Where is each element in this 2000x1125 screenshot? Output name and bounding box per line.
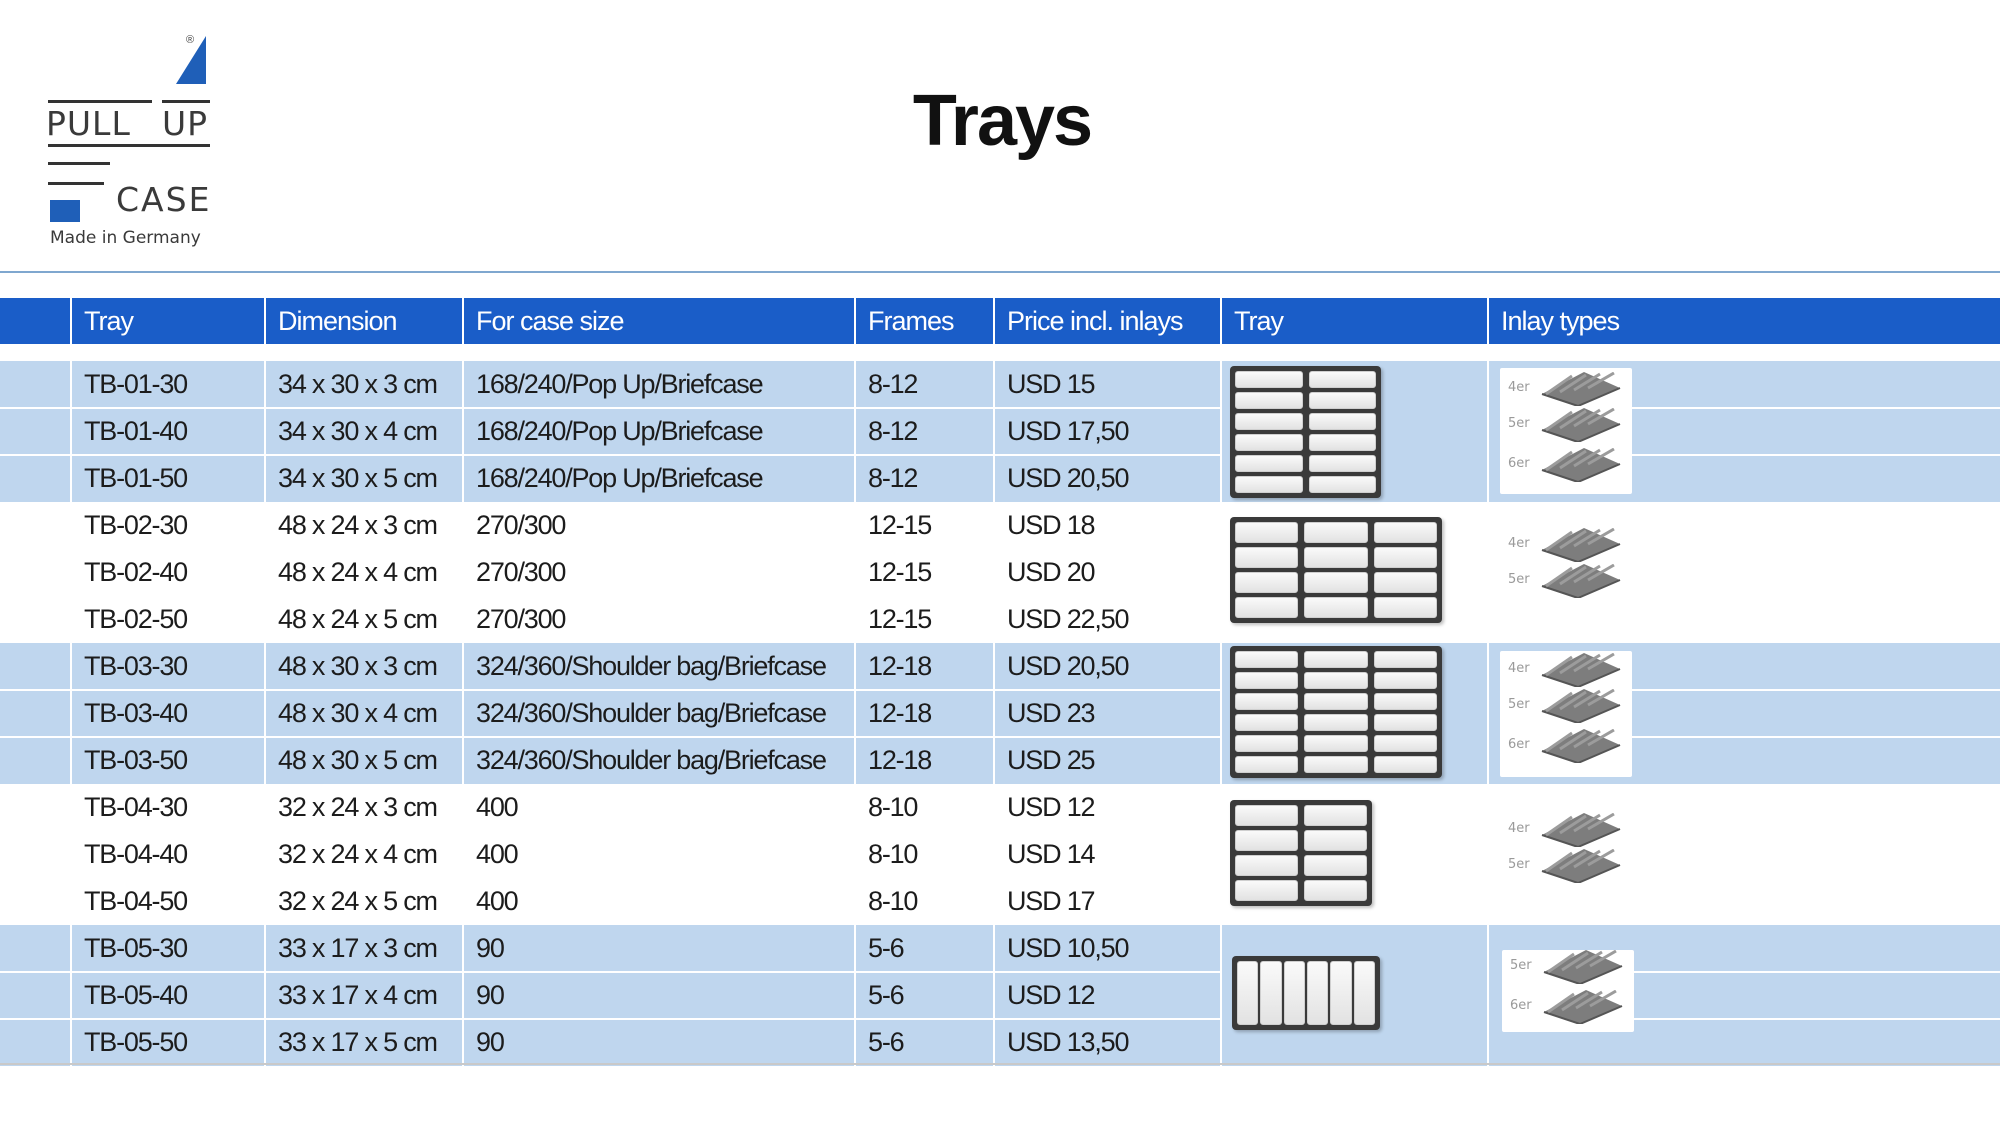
header-cell-tray: Tray [70, 298, 264, 344]
inlay-shape-icon [1540, 990, 1624, 1024]
cell-frames: 8-10 [854, 831, 993, 878]
cell-case-size: 400 [462, 878, 854, 925]
cell-empty [0, 502, 70, 549]
cell-empty [0, 549, 70, 596]
table-row [0, 549, 2000, 596]
inlay-shape-icon [1538, 408, 1622, 442]
row-separator [1632, 689, 2000, 691]
cell-frames: 12-18 [854, 737, 993, 784]
page-title-text: Trays [912, 81, 1092, 161]
row-separator [1632, 1018, 2000, 1020]
cell-case-size: 400 [462, 784, 854, 831]
inlay-label: 6er [1508, 456, 1530, 471]
cell-dimension: 33 x 17 x 5 cm [264, 1019, 462, 1066]
logo-text-pull: PULL [46, 104, 131, 143]
cell-dimension: 33 x 17 x 3 cm [264, 925, 462, 972]
cell-empty [0, 878, 70, 925]
inlay-shape-icon [1538, 813, 1622, 847]
table-row [0, 502, 2000, 549]
inlay-label: 5er [1508, 416, 1530, 431]
inlay-image-g5 [1502, 950, 1634, 1032]
cell-empty [0, 831, 70, 878]
cell-case-size: 90 [462, 925, 854, 972]
inlay-shape-icon [1538, 528, 1622, 562]
cell-dimension: 48 x 24 x 5 cm [264, 596, 462, 643]
cell-frames: 8-12 [854, 455, 993, 502]
header-cell-case-size: For case size [462, 298, 854, 344]
cell-frames: 8-12 [854, 361, 993, 408]
logo-line [48, 182, 104, 185]
cell-empty [0, 596, 70, 643]
tray-image-tb05 [1232, 956, 1380, 1030]
inlay-shape-icon [1538, 564, 1622, 598]
inlay-image-g1 [1500, 368, 1632, 494]
inlay-label: 4er [1508, 380, 1530, 395]
cell-price: USD 10,50 [993, 925, 1220, 972]
table-row [0, 361, 2000, 408]
row-separator [0, 689, 1220, 691]
cell-dimension: 33 x 17 x 4 cm [264, 972, 462, 1019]
cell-case-size: 324/360/Shoulder bag/Briefcase [462, 643, 854, 690]
inlay-shape-icon [1538, 689, 1622, 723]
cell-price: USD 12 [993, 784, 1220, 831]
logo-box [50, 200, 80, 222]
table-row [0, 737, 2000, 784]
row-separator [0, 736, 1220, 738]
row-separator [0, 1018, 1220, 1020]
cell-frames: 12-15 [854, 549, 993, 596]
tray-image-tb02 [1230, 517, 1442, 623]
row-separator [1632, 736, 2000, 738]
cell-tray: TB-03-30 [70, 643, 264, 690]
cell-price: USD 14 [993, 831, 1220, 878]
table-bottom-line [0, 1063, 2000, 1065]
table-row [0, 596, 2000, 643]
header-cell-tray-image: Tray [1220, 298, 1487, 344]
cell-tray: TB-04-40 [70, 831, 264, 878]
cell-frames: 8-10 [854, 878, 993, 925]
table-row [0, 408, 2000, 455]
cell-case-size: 324/360/Shoulder bag/Briefcase [462, 737, 854, 784]
registered-mark: ® [186, 34, 195, 46]
cell-tray: TB-02-50 [70, 596, 264, 643]
inlay-shape-icon [1538, 849, 1622, 883]
cell-empty [0, 1019, 70, 1066]
row-separator [0, 971, 1220, 973]
logo-text-case: CASE [116, 180, 212, 219]
table-row [0, 455, 2000, 502]
cell-price: USD 15 [993, 361, 1220, 408]
inlay-label: 5er [1510, 958, 1532, 973]
cell-dimension: 34 x 30 x 5 cm [264, 455, 462, 502]
table-row [0, 643, 2000, 690]
cell-frames: 12-18 [854, 643, 993, 690]
table-row [0, 831, 2000, 878]
inlay-label: 6er [1510, 998, 1532, 1013]
cell-price: USD 13,50 [993, 1019, 1220, 1066]
cell-tray: TB-03-50 [70, 737, 264, 784]
cell-dimension: 48 x 24 x 3 cm [264, 502, 462, 549]
inlay-image-g3 [1500, 651, 1632, 777]
cell-dimension: 32 x 24 x 5 cm [264, 878, 462, 925]
cell-tray: TB-02-30 [70, 502, 264, 549]
cell-frames: 12-15 [854, 502, 993, 549]
cell-tray: TB-05-30 [70, 925, 264, 972]
header-cell-blank [0, 298, 70, 344]
header-cell-dimension: Dimension [264, 298, 462, 344]
cell-tray: TB-03-40 [70, 690, 264, 737]
cell-frames: 5-6 [854, 1019, 993, 1066]
cell-empty [0, 737, 70, 784]
cell-dimension: 48 x 30 x 3 cm [264, 643, 462, 690]
cell-case-size: 90 [462, 1019, 854, 1066]
cell-empty [0, 925, 70, 972]
cell-price: USD 17 [993, 878, 1220, 925]
tray-image-tb01 [1230, 366, 1381, 498]
inlay-label: 4er [1508, 536, 1530, 551]
cell-frames: 5-6 [854, 925, 993, 972]
cell-frames: 8-12 [854, 408, 993, 455]
cell-empty [0, 361, 70, 408]
cell-tray: TB-01-40 [70, 408, 264, 455]
cell-tray: TB-02-40 [70, 549, 264, 596]
cell-price: USD 20,50 [993, 455, 1220, 502]
cell-dimension: 48 x 30 x 5 cm [264, 737, 462, 784]
inlay-shape-icon [1538, 653, 1622, 687]
inlay-shape-icon [1538, 729, 1622, 763]
cell-price: USD 23 [993, 690, 1220, 737]
table-row [0, 972, 2000, 1019]
cell-case-size: 270/300 [462, 549, 854, 596]
tray-image-tb04 [1230, 800, 1372, 906]
cell-price: USD 18 [993, 502, 1220, 549]
cell-frames: 5-6 [854, 972, 993, 1019]
header-cell-price: Price incl. inlays [993, 298, 1220, 344]
row-separator [1632, 407, 2000, 409]
cell-case-size: 168/240/Pop Up/Briefcase [462, 361, 854, 408]
cell-tray: TB-05-50 [70, 1019, 264, 1066]
page-title [0, 80, 2000, 162]
cell-tray: TB-01-50 [70, 455, 264, 502]
cell-tray: TB-01-30 [70, 361, 264, 408]
inlay-image-g2 [1500, 530, 1632, 610]
cell-price: USD 25 [993, 737, 1220, 784]
logo-tagline: Made in Germany [50, 228, 201, 248]
cell-case-size: 324/360/Shoulder bag/Briefcase [462, 690, 854, 737]
cell-tray: TB-05-40 [70, 972, 264, 1019]
cell-tray: TB-04-30 [70, 784, 264, 831]
logo-text-up: UP [162, 104, 209, 143]
inlay-label: 5er [1508, 572, 1530, 587]
cell-case-size: 270/300 [462, 596, 854, 643]
logo-line [48, 162, 110, 165]
cell-case-size: 90 [462, 972, 854, 1019]
header-divider [0, 271, 2000, 273]
row-separator [1632, 454, 2000, 456]
cell-empty [0, 643, 70, 690]
cell-case-size: 168/240/Pop Up/Briefcase [462, 408, 854, 455]
inlay-shape-icon [1540, 950, 1624, 984]
inlay-image-g4 [1500, 815, 1632, 895]
cell-price: USD 20,50 [993, 643, 1220, 690]
cell-price: USD 17,50 [993, 408, 1220, 455]
cell-dimension: 34 x 30 x 4 cm [264, 408, 462, 455]
cell-tray: TB-04-50 [70, 878, 264, 925]
row-separator [0, 454, 1220, 456]
cell-empty [0, 408, 70, 455]
cell-frames: 12-15 [854, 596, 993, 643]
row-separator [0, 407, 1220, 409]
inlay-label: 5er [1508, 857, 1530, 872]
inlay-label: 4er [1508, 661, 1530, 676]
cell-dimension: 48 x 24 x 4 cm [264, 549, 462, 596]
cell-empty [0, 690, 70, 737]
cell-empty [0, 784, 70, 831]
cell-dimension: 34 x 30 x 3 cm [264, 361, 462, 408]
cell-case-size: 270/300 [462, 502, 854, 549]
cell-case-size: 400 [462, 831, 854, 878]
cell-dimension: 48 x 30 x 4 cm [264, 690, 462, 737]
row-separator [1632, 971, 2000, 973]
cell-price: USD 12 [993, 972, 1220, 1019]
inlay-label: 6er [1508, 737, 1530, 752]
table-row [0, 1019, 2000, 1066]
table-header [0, 298, 2000, 344]
inlay-shape-icon [1538, 448, 1622, 482]
cell-dimension: 32 x 24 x 4 cm [264, 831, 462, 878]
inlay-label: 5er [1508, 697, 1530, 712]
cell-empty [0, 972, 70, 1019]
inlay-shape-icon [1538, 372, 1622, 406]
header-cell-inlay-types: Inlay types [1487, 298, 2000, 344]
cell-frames: 12-18 [854, 690, 993, 737]
cell-empty [0, 455, 70, 502]
table-row [0, 925, 2000, 972]
cell-dimension: 32 x 24 x 3 cm [264, 784, 462, 831]
cell-frames: 8-10 [854, 784, 993, 831]
header-cell-frames: Frames [854, 298, 993, 344]
inlay-label: 4er [1508, 821, 1530, 836]
table-row [0, 690, 2000, 737]
table-row [0, 784, 2000, 831]
cell-price: USD 20 [993, 549, 1220, 596]
cell-price: USD 22,50 [993, 596, 1220, 643]
table-row [0, 878, 2000, 925]
tray-image-tb03 [1230, 646, 1442, 778]
cell-case-size: 168/240/Pop Up/Briefcase [462, 455, 854, 502]
